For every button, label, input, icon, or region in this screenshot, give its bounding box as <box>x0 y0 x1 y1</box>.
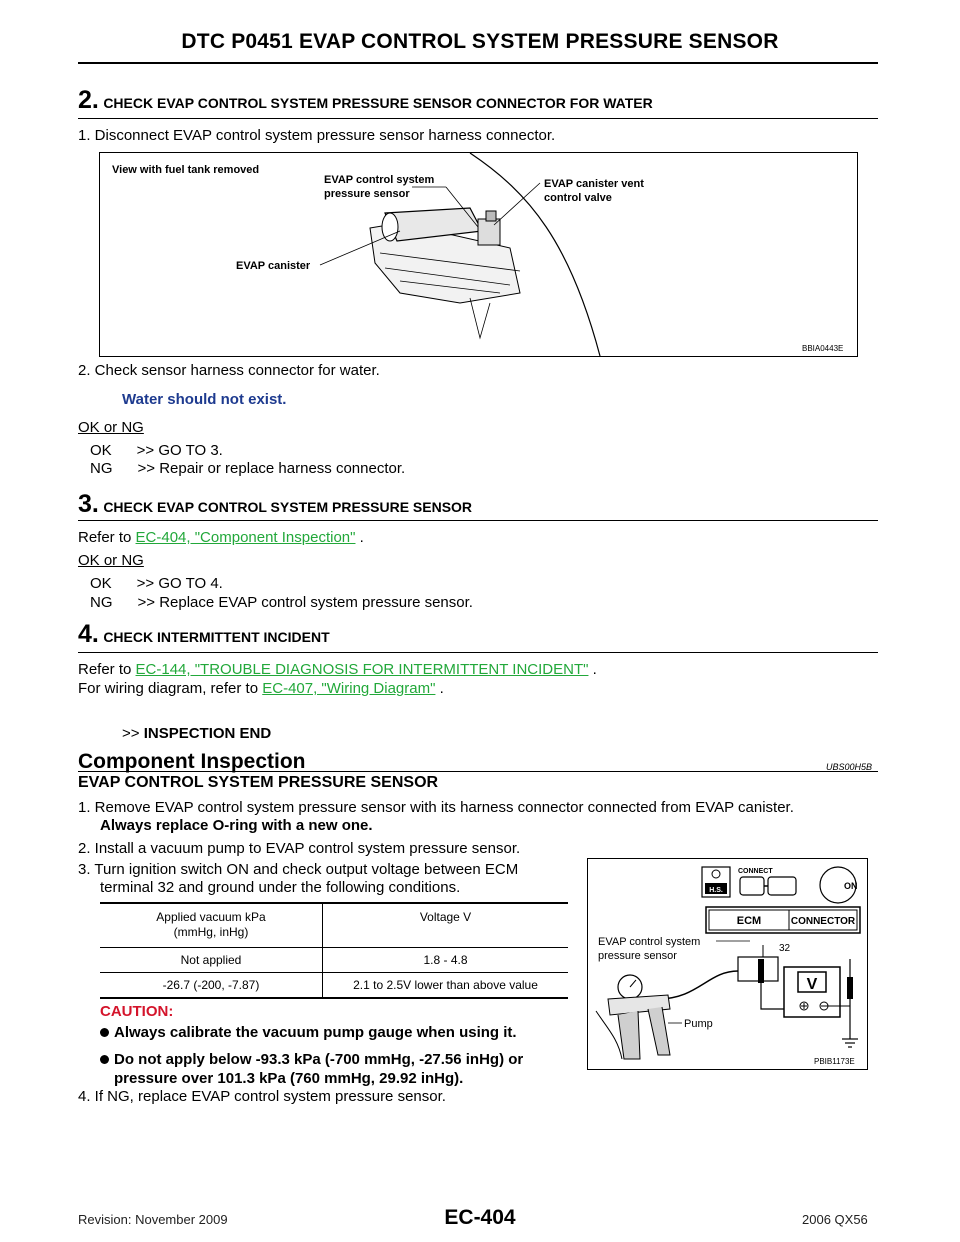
step-number: 2. <box>78 86 99 114</box>
label-pressure-sensor-2: pressure sensor <box>324 188 410 200</box>
ignition-on-label: ON <box>844 881 858 891</box>
link-intermittent-incident[interactable]: EC-144, "TROUBLE DIAGNOSIS FOR INTERMITTENT INCIDENT" <box>135 661 589 678</box>
section-rule <box>78 771 878 772</box>
sensor-label-2: pressure sensor <box>598 950 677 962</box>
table-cell-voltage: 1.8 - 4.8 <box>323 948 569 973</box>
figure-code: PBIB1173E <box>814 1057 855 1066</box>
step-3-heading <box>78 490 472 519</box>
refer-suffix: . <box>355 529 364 546</box>
ecm-label: ECM <box>736 915 762 927</box>
step-2-line-2: 2. Check sensor harness connector for water. <box>78 362 380 379</box>
inspection-end <box>122 724 271 743</box>
inspect-step-1: 1. Remove EVAP control system pressure sensor with its harness connector connected from EVAP canister. <box>78 799 794 816</box>
result-ok: OK >> GO TO 4. <box>90 575 223 592</box>
connect-label: CONNECT <box>738 868 773 875</box>
caution-text-line-2: pressure over 101.3 kPa (760 mmHg, 29.92 inHg). <box>114 1070 464 1087</box>
terminal-number: 32 <box>779 943 791 954</box>
refer-text: Refer to <box>78 661 136 678</box>
figure-vacuum-pump <box>587 858 868 1070</box>
caution-text-line-1: Do not apply below -93.3 kPa (-700 mmHg, -27.56 inHg) or <box>114 1051 524 1068</box>
inspect-step-3b: terminal 32 and ground under the following conditions. <box>100 879 461 896</box>
spec-water: Water should not exist. <box>122 391 287 408</box>
connector-label: CONNECTOR <box>790 916 856 927</box>
label-vent-valve-1: EVAP canister vent <box>544 178 644 190</box>
wiring-text: For wiring diagram, refer to <box>78 680 263 697</box>
step-rule <box>78 652 878 653</box>
connector-icon <box>740 877 764 895</box>
ok-ng-label: OK or NG <box>78 419 144 436</box>
table-header-vacuum <box>100 903 323 948</box>
refer-suffix: . <box>588 661 597 678</box>
table-header-voltage: Voltage V <box>323 903 569 948</box>
caution-bullet-1 <box>100 1023 594 1042</box>
header-vacuum-line-2: (mmHg, inHg) <box>173 925 249 939</box>
page-number: EC-404 <box>444 1206 516 1229</box>
label-vent-valve-2: control valve <box>544 192 612 204</box>
step-title: CHECK EVAP CONTROL SYSTEM PRESSURE SENSOR <box>103 499 473 515</box>
page-title: DTC P0451 EVAP CONTROL SYSTEM PRESSURE SENSOR <box>181 30 779 53</box>
model-year: 2006 QX56 <box>802 1212 868 1227</box>
result-ok: OK >> GO TO 3. <box>90 442 223 459</box>
step-4-heading <box>78 620 330 649</box>
inspect-step-3a: 3. Turn ignition switch ON and check output voltage between ECM <box>78 861 519 878</box>
section-subtitle: EVAP CONTROL SYSTEM PRESSURE SENSOR <box>78 774 439 791</box>
section-title: Component Inspection <box>78 750 306 773</box>
step-4-refer <box>78 660 597 679</box>
result-ng: NG >> Repair or replace harness connector. <box>90 460 406 477</box>
table-row <box>100 973 568 999</box>
sensor-label-1: EVAP control system <box>598 936 701 948</box>
caution-bullet-2 <box>100 1050 594 1088</box>
wiring-suffix: . <box>435 680 444 697</box>
header-vacuum-line-1: Applied vacuum kPa <box>156 910 266 924</box>
result-ng: NG >> Replace EVAP control system pressure sensor. <box>90 594 473 611</box>
caution-label: CAUTION: <box>100 1003 174 1020</box>
bullet-dot <box>100 1028 109 1037</box>
figure-evap-canister <box>99 152 858 357</box>
step-number: 4. <box>78 620 99 648</box>
table-header-row <box>100 903 568 948</box>
step-title: CHECK EVAP CONTROL SYSTEM PRESSURE SENSOR CONNECTOR FOR WATER <box>103 95 653 111</box>
pump-label: Pump <box>684 1018 713 1030</box>
inspect-step-2: 2. Install a vacuum pump to EVAP control system pressure sensor. <box>78 840 521 857</box>
section-code: UBS00H5B <box>826 762 873 772</box>
end-arrow: >> <box>122 725 140 742</box>
inspect-step-4: 4. If NG, replace EVAP control system pressure sensor. <box>78 1088 446 1105</box>
header-rule <box>78 62 878 64</box>
refer-text: Refer to <box>78 529 136 546</box>
voltage-table <box>100 902 568 999</box>
step-rule <box>78 118 878 119</box>
voltmeter-label: V <box>806 976 818 993</box>
table-cell-vacuum: Not applied <box>100 948 323 973</box>
table-cell-voltage: 2.1 to 2.5V lower than above value <box>323 973 569 999</box>
step-2-heading <box>78 86 653 115</box>
step-2-line-1: 1. Disconnect EVAP control system pressure sensor harness connector. <box>78 127 556 144</box>
bullet-dot <box>100 1055 109 1064</box>
link-wiring-diagram[interactable]: EC-407, "Wiring Diagram" <box>262 680 436 697</box>
label-evap-canister: EVAP canister <box>236 260 311 272</box>
step-number: 3. <box>78 490 99 518</box>
end-text: INSPECTION END <box>143 725 272 742</box>
step-4-wiring <box>78 679 444 698</box>
hs-label: H.S. <box>709 887 723 894</box>
figure-caption-view: View with fuel tank removed <box>112 164 260 176</box>
caution-text: Always calibrate the vacuum pump gauge when using it. <box>114 1024 517 1041</box>
table-row <box>100 948 568 973</box>
revision-date: Revision: November 2009 <box>78 1212 228 1227</box>
step-rule <box>78 520 878 521</box>
figure-code: BBIA0443E <box>802 344 844 353</box>
label-pressure-sensor-1: EVAP control system <box>324 174 435 186</box>
inspect-step-1-note: Always replace O-ring with a new one. <box>100 817 373 834</box>
link-component-inspection[interactable]: EC-404, "Component Inspection" <box>135 529 356 546</box>
step-3-refer <box>78 528 364 547</box>
evap-canister-illustration <box>100 153 857 356</box>
vacuum-pump-illustration <box>588 859 867 1069</box>
step-title: CHECK INTERMITTENT INCIDENT <box>103 629 330 645</box>
ok-ng-label: OK or NG <box>78 552 144 569</box>
table-cell-vacuum: -26.7 (-200, -7.87) <box>100 973 323 999</box>
